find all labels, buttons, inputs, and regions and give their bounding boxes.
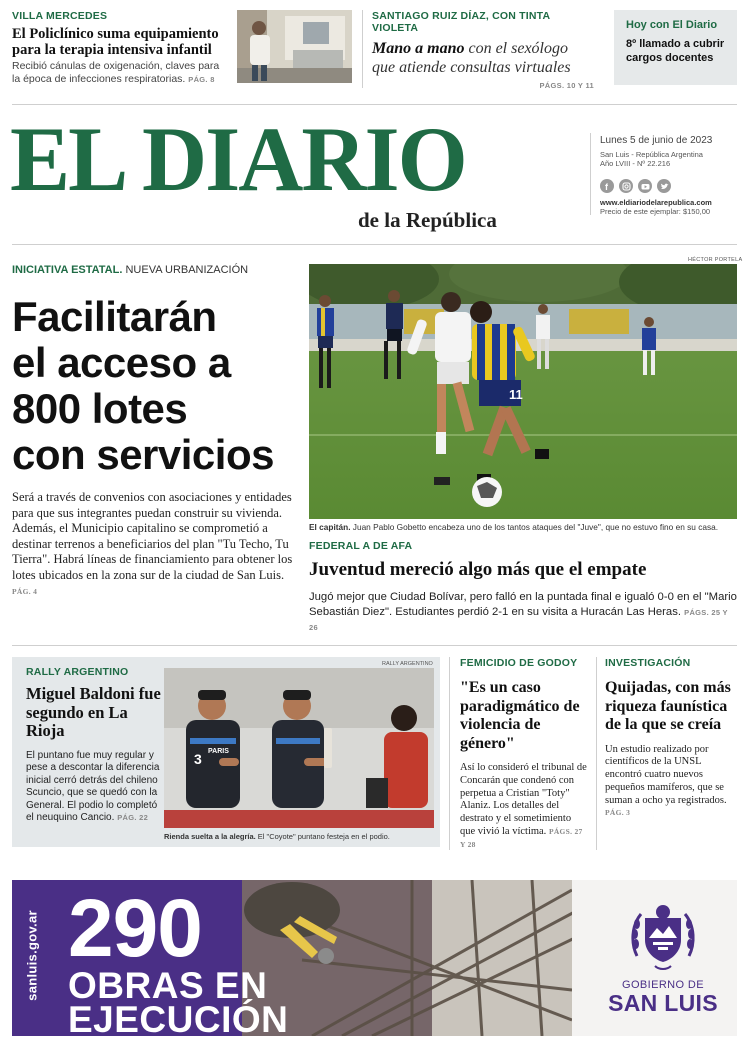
- hospital-photo: [237, 10, 352, 83]
- youtube-icon[interactable]: [638, 179, 652, 193]
- rally-box[interactable]: [12, 657, 440, 847]
- teaser-divider-1: [362, 10, 363, 88]
- teaser-middle-title[interactable]: Mano a mano con el sexólogo que atiende consultas virtuales: [372, 40, 571, 76]
- rally-page: PÁG. 22: [117, 813, 149, 823]
- main-story-body: Será a través de convenios con asociaciones y entidades para que sus integrantes puedan construir su vivienda. Además, el Municipio capitalino se comprometió a destinar terrenos a beneficiarios del plan "Tu Techo, Tu Tierra". Habrá líneas de financiamiento para obtener los lotes ubicados en la zona sur de la ciudad de San Luis. PÁG. 4: [12, 490, 293, 596]
- top-divider: [12, 104, 737, 105]
- middle-divider: [12, 645, 737, 646]
- femicide-story[interactable]: [460, 657, 588, 852]
- ad-line-1: OBRAS EN: [68, 965, 268, 1006]
- rally-kicker: RALLY ARGENTINO: [26, 666, 129, 678]
- masthead-divider: [590, 133, 591, 215]
- podium-photo: [164, 668, 434, 828]
- teaser-right-text: 8º llamado a cubrir cargos docentes: [626, 38, 725, 64]
- bottom-divider-1: [449, 657, 450, 850]
- teaser-left-photo: [237, 10, 352, 83]
- teaser-right-label: Hoy con El Diario: [626, 19, 718, 31]
- femicide-kicker: FEMICIDIO DE GODOY: [460, 657, 578, 669]
- seal-icon: [625, 898, 701, 974]
- teaser-left-page: PÁG. 8: [188, 75, 215, 84]
- sports-caption: El capitán. Juan Pablo Gobetto encabeza uno de los tantos ataques del "Juve", que no estuvo fino en su casa.: [309, 522, 719, 532]
- masthead-date: Lunes 5 de junio de 2023: [600, 135, 713, 146]
- teaser-left-text: Recibió cánulas de oxigenación, claves para la época de infecciones respiratorias. PÁG. 8: [12, 60, 220, 85]
- main-story-headline[interactable]: Facilitarán el acceso a 800 lotes con servicios: [12, 293, 274, 478]
- sponsor-label: PARIS: [208, 748, 229, 755]
- ad-line-2: EJECUCIÓN: [68, 999, 289, 1036]
- research-story[interactable]: [605, 657, 733, 820]
- ad-number: 290: [68, 883, 202, 974]
- ad-url[interactable]: sanluis.gov.ar: [24, 910, 40, 1001]
- ad-gov-small: GOBIERNO DE: [621, 979, 705, 991]
- rally-caption: Rienda suelta a la alegría. El "Coyote" puntano festeja en el podio.: [164, 832, 390, 841]
- instagram-icon[interactable]: [619, 179, 633, 193]
- sports-photo-credit: HÉCTOR PORTELA: [688, 257, 743, 263]
- facebook-icon[interactable]: [600, 179, 614, 193]
- masthead-info: [600, 135, 740, 216]
- masthead-bottom-divider: [12, 244, 737, 245]
- masthead-place: San Luis - República Argentina: [600, 150, 703, 159]
- research-body: Un estudio realizado por científicos de la UNSL encontró cuatro nuevos pequeños mamíferos, que se suman a ocho ya registrados. PÁG. 3: [605, 744, 733, 821]
- twitter-icon[interactable]: [657, 179, 671, 193]
- sports-story[interactable]: [309, 540, 739, 636]
- main-story[interactable]: [12, 264, 297, 600]
- main-story-kicker: INICIATIVA ESTATAL. NUEVA URBANIZACIÓN: [12, 264, 249, 276]
- teaser-middle[interactable]: [372, 10, 594, 90]
- sports-body: Jugó mejor que Ciudad Bolívar, pero falló en la puntada final e igualó 0-0 en el "Mario Sebastián Diez". Estudiantes perdió 2-1 en su visita a Huracán Las Heras. PÁGS. 25 Y 26: [309, 591, 737, 632]
- ball: [472, 477, 502, 507]
- rally-photo: [164, 668, 434, 828]
- teaser-left-kicker: VILLA MERCEDES: [12, 10, 108, 22]
- football-photo: [309, 264, 737, 519]
- ad-banner[interactable]: [12, 880, 737, 1036]
- rally-photo-credit: RALLY ARGENTINO: [382, 661, 433, 667]
- teaser-middle-kicker: SANTIAGO RUIZ DÍAZ, CON TINTA VIOLETA: [372, 10, 550, 34]
- rally-text: [26, 666, 164, 825]
- teaser-right-box[interactable]: [614, 10, 737, 85]
- masthead-subtitle: de la República: [358, 208, 497, 232]
- research-kicker: INVESTIGACIÓN: [605, 657, 691, 669]
- svg-text:3: 3: [194, 751, 202, 767]
- rally-headline[interactable]: Miguel Baldoni fue segundo en La Rioja: [26, 684, 161, 740]
- research-page: PÁG. 3: [605, 808, 631, 818]
- femicide-headline[interactable]: "Es un caso paradigmático de violencia de género": [460, 679, 580, 752]
- teaser-left-title[interactable]: El Policlínico suma equipamiento para la terapia intensiva infantil: [12, 26, 219, 58]
- masthead-edition: Año LVIII - Nº 22.216: [600, 159, 671, 168]
- rally-body: El puntano fue muy regular y pese a descontar la diferencia inicial cerró detrás del chileno Scuncio, que se quedó con la General. El podio lo completó el neuquino Cancio. PÁG. 22: [26, 749, 160, 824]
- svg-text:f: f: [605, 181, 608, 191]
- masthead-title[interactable]: EL DIARIO: [10, 108, 466, 210]
- teaser-middle-page: PÁGS. 10 Y 11: [539, 81, 594, 90]
- femicide-page: PÁGS. 27 Y 28: [460, 826, 583, 849]
- sports-page: PÁGS. 25 Y 26: [309, 607, 728, 632]
- research-headline[interactable]: Quijadas, con más riqueza faunística de la que se creía: [605, 679, 731, 733]
- bottom-divider-2: [596, 657, 597, 850]
- teaser-left[interactable]: [12, 10, 227, 86]
- sports-headline[interactable]: Juventud mereció algo más que el empate: [309, 559, 647, 580]
- femicide-body: Así lo consideró el tribunal de Concarán que condenó con perpetua a Cristian "Toty" Alaniz. Los detalles del destrato y el sometimiento que vivió la víctima. PÁGS. 27 Y 28: [460, 762, 587, 849]
- social-icons: [600, 179, 740, 193]
- masthead-website[interactable]: www.eldiariodelarepublica.com: [600, 198, 712, 207]
- jersey-number: 11: [509, 387, 523, 402]
- masthead-price: Precio de este ejemplar: $150,00: [600, 207, 711, 216]
- main-story-page: PÁG. 4: [12, 587, 38, 596]
- ad-gov-big: SAN LUIS: [608, 990, 718, 1016]
- government-seal: [625, 898, 701, 974]
- sports-photo: [309, 264, 737, 519]
- sports-kicker: FEDERAL A DE AFA: [309, 540, 413, 552]
